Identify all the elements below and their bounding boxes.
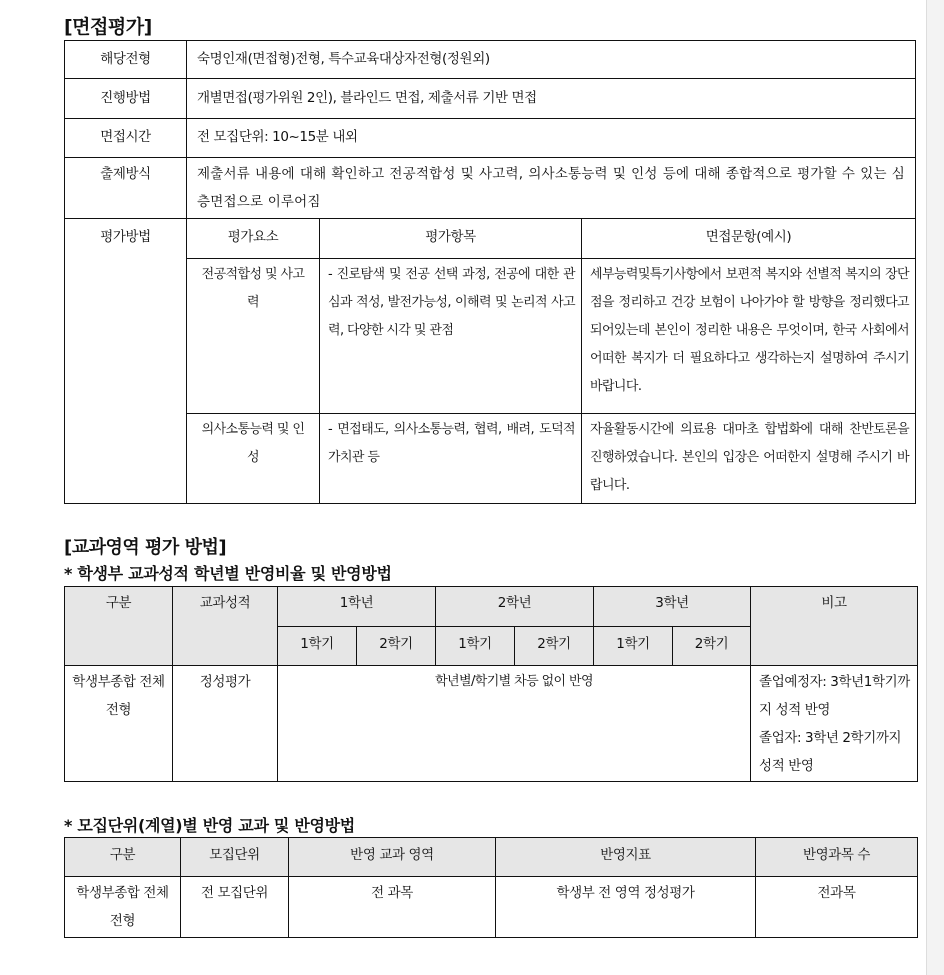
header-area: 반영 교과 영역 (289, 838, 496, 877)
method-label: 평가방법 (65, 219, 187, 504)
cell-area: 전 과목 (289, 877, 496, 938)
method-element: 의사소통능력 및 인성 (187, 414, 320, 504)
cell-count: 전과목 (756, 877, 918, 938)
subtitle-grade-ratio: * 학생부 교과성적 학년별 반영비율 및 반영방법 (64, 564, 392, 583)
unit-subjects-table (64, 837, 918, 938)
method-items: - 면접태도, 의사소통능력, 협력, 배려, 도덕적 가치관 등 (320, 414, 582, 504)
row-value: 전 모집단위: 10~15분 내외 (187, 119, 916, 158)
header-unit: 모집단위 (181, 838, 289, 877)
header-semester: 2학기 (673, 627, 751, 666)
header-year-2: 2학년 (436, 587, 594, 627)
cell-index: 학생부 전 영역 정성평가 (496, 877, 756, 938)
grade-ratio-table (64, 586, 918, 782)
row-label: 진행방법 (65, 79, 187, 119)
cell-grade: 정성평가 (173, 666, 278, 782)
cell-category: 학생부종합 전체전형 (65, 666, 173, 782)
note-expected-graduate: 졸업예정자: 3학년1학기까지 성적 반영 (759, 674, 910, 718)
subject-section-title: [교과영역 평가 방법] (64, 537, 227, 558)
method-header: 평가요소 (187, 219, 320, 259)
header-category: 구분 (65, 838, 181, 877)
row-label: 해당전형 (65, 41, 187, 79)
note-graduate: 졸업자: 3학년 2학기까지 성적 반영 (759, 730, 902, 774)
header-semester: 2학기 (515, 627, 594, 666)
header-semester: 1학기 (278, 627, 357, 666)
method-items: - 진로탐색 및 전공 선택 과정, 전공에 대한 관심과 적성, 발전가능성, 이해력 및 논리적 사고력, 다양한 시각 및 관점 (320, 259, 582, 414)
method-question: 세부능력및특기사항에서 보편적 복지와 선별적 복지의 장단점을 정리하고 건강 보험이 나아가야 할 방향을 정리했다고 되어있는데 본인이 정리한 내용은 무엇이며, 한국 사회에서 어떠한 복지가 더 필요하다고 생각하는지 설명하여 주시기 바랍니다. (582, 259, 916, 414)
header-grade: 교과성적 (173, 587, 278, 666)
row-label: 면접시간 (65, 119, 187, 158)
interview-table (64, 40, 916, 504)
method-header: 평가항목 (320, 219, 582, 259)
row-value: 개별면접(평가위원 2인), 블라인드 면접, 제출서류 기반 면접 (187, 79, 916, 119)
header-year-3: 3학년 (594, 587, 751, 627)
row-value: 숙명인재(면접형)전형, 특수교육대상자전형(정원외) (187, 41, 916, 79)
cell-category: 학생부종합 전체전형 (65, 877, 181, 938)
header-index: 반영지표 (496, 838, 756, 877)
header-count: 반영과목 수 (756, 838, 918, 877)
interview-section-title: [면접평가] (64, 16, 152, 38)
header-semester: 1학기 (436, 627, 515, 666)
header-year-1: 1학년 (278, 587, 436, 627)
page-edge (926, 0, 944, 975)
header-semester: 2학기 (357, 627, 436, 666)
method-question: 자율활동시간에 의료용 대마초 합법화에 대해 찬반토론을 진행하였습니다. 본인의 입장은 어떠한지 설명해 주시기 바랍니다. (582, 414, 916, 504)
method-element: 전공적합성 및 사고력 (187, 259, 320, 414)
cell-unit: 전 모집단위 (181, 877, 289, 938)
method-header: 면접문항(예시) (582, 219, 916, 259)
cell-note (751, 666, 918, 782)
subtitle-unit-subjects: * 모집단위(계열)별 반영 교과 및 반영방법 (64, 816, 355, 835)
header-category: 구분 (65, 587, 173, 666)
row-label: 출제방식 (65, 158, 187, 219)
header-note: 비고 (751, 587, 918, 666)
header-semester: 1학기 (594, 627, 673, 666)
cell-reflection: 학년별/학기별 차등 없이 반영 (278, 666, 751, 782)
row-value: 제출서류 내용에 대해 확인하고 전공적합성 및 사고력, 의사소통능력 및 인성 등에 대해 종합적으로 평가할 수 있는 심층면접으로 이루어짐 (187, 158, 916, 219)
